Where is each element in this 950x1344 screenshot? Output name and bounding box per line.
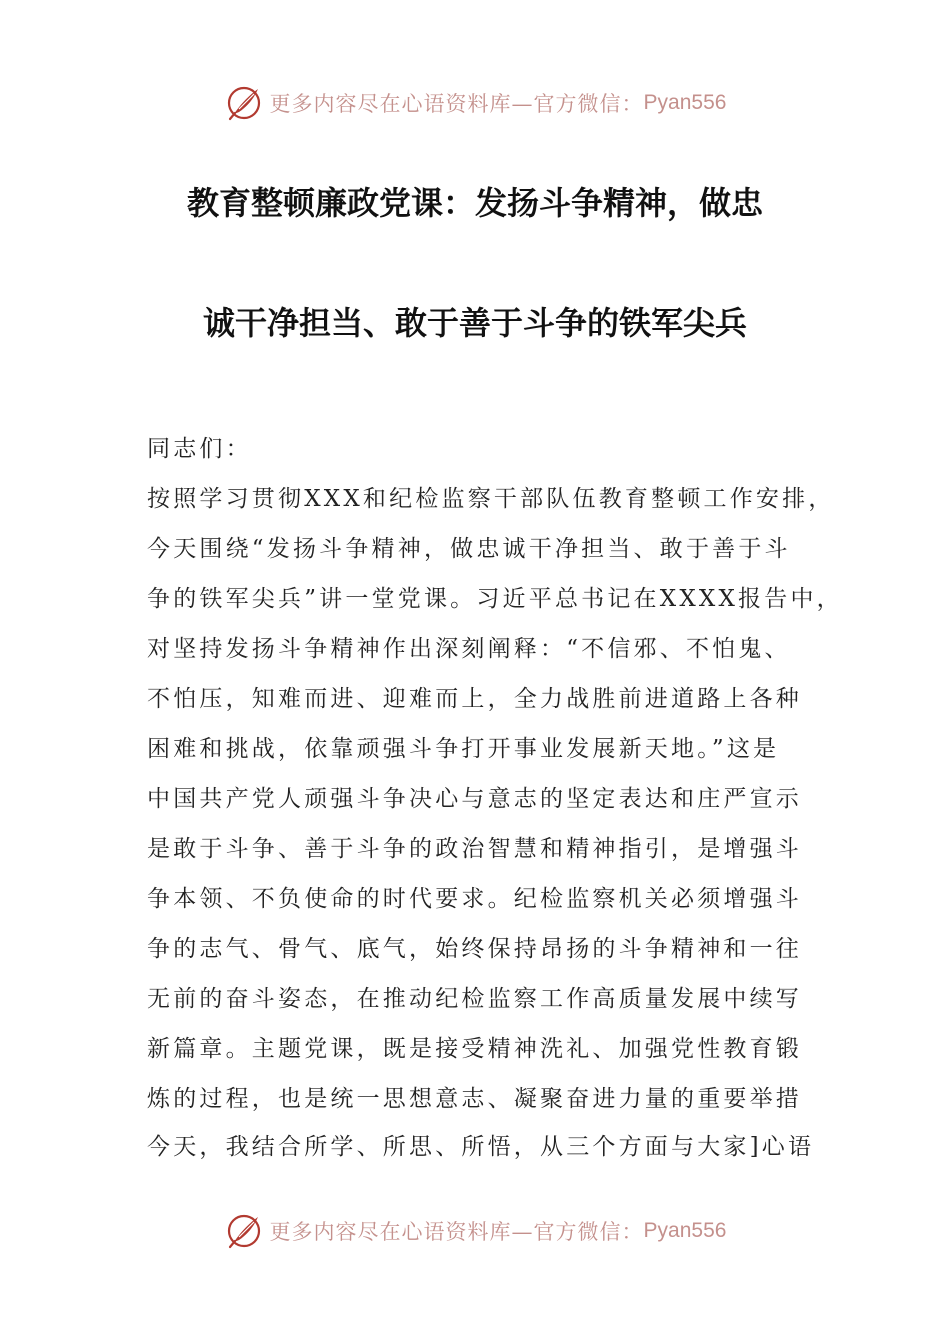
body-line: 同志们：: [147, 436, 252, 462]
body-line: 无前的奋斗姿态，在推动纪检监察工作高质量发展中续写: [147, 986, 802, 1012]
header-banner: [0, 78, 950, 128]
body-line: 炼的过程，也是统一思想意志、凝聚奋进力量的重要举措: [147, 1086, 802, 1112]
body-line: 今天围绕“发扬斗争精神，做忠诚干净担当、敢于善于斗: [147, 536, 791, 562]
body-line: 争本领、不负使命的时代要求。纪检监察机关必须增强斗: [147, 886, 802, 912]
body-line: 按照学习贯彻XXX和纪检监察干部队伍教育整顿工作安排，: [147, 486, 835, 512]
body-line: 对坚持发扬斗争精神作出深刻阐释：“不信邪、不怕鬼、: [147, 636, 791, 662]
wechat-id: Pyan556: [643, 1219, 727, 1242]
banner-text: 更多内容尽在心语资料库—官方微信：: [269, 1220, 644, 1244]
body-line: 争的志气、骨气、底气，始终保持昂扬的斗争精神和一往: [147, 936, 802, 962]
quill-pen-logo-icon: [224, 1211, 264, 1251]
page-title-line-1: 教育整顿廉政党课：发扬斗争精神，做忠: [186, 184, 763, 222]
body-line: 今天，我结合所学、所思、所悟，从三个方面与大家]心语: [147, 1134, 815, 1160]
footer-banner: [0, 1206, 950, 1256]
body-line: 新篇章。主题党课，既是接受精神洗礼、加强党性教育锻: [147, 1036, 802, 1062]
page-title-line-2: 诚干净担当、敢于善于斗争的铁军尖兵: [202, 304, 747, 342]
body-line: 争的铁军尖兵”讲一堂党课。习近平总书记在XXXX报告中，: [147, 586, 843, 612]
body-line: 是敢于斗争、善于斗争的政治智慧和精神指引，是增强斗: [147, 836, 802, 862]
banner-text: 更多内容尽在心语资料库—官方微信：: [269, 92, 644, 116]
body-line: 中国共产党人顽强斗争决心与意志的坚定表达和庄严宣示: [147, 786, 802, 812]
wechat-id: Pyan556: [643, 91, 727, 114]
body-line: 困难和挑战，依靠顽强斗争打开事业发展新天地。”这是: [147, 736, 780, 762]
body-line: 不怕压，知难而进、迎难而上，全力战胜前进道路上各种: [147, 686, 802, 712]
quill-pen-logo-icon: [224, 83, 264, 123]
